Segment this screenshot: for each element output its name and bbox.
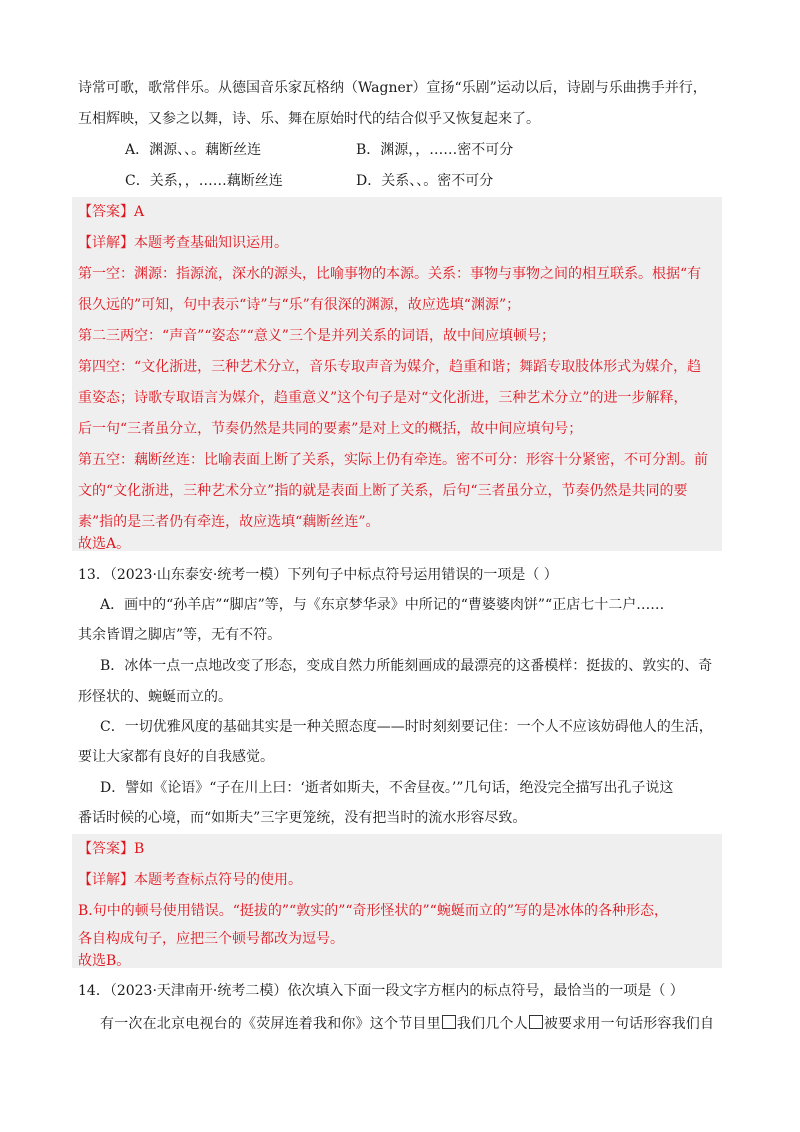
q13-option-a-cont: 其余皆谓之脚店”等，无有不符。 <box>78 627 282 643</box>
q13-option-a: A．画中的“孙羊店”“脚店”等，与《东京梦华录》中所记的“曹婆婆肉饼”“正店七十二户…… <box>100 597 665 613</box>
detail-label: 【详解】本题考查标点符号的使用。 <box>78 872 302 888</box>
detail-label: 【详解】本题考查基础知识运用。 <box>78 235 288 251</box>
explanation-line: 第二三两空：“声音”“姿态”“意义”三个是并列关系的词语，故中间应填顿号； <box>78 328 555 344</box>
explanation-line: 第四空：“文化浙进，三种艺术分立，音乐专取声音为媒介，趋重和谐；舞蹈专取肢体形式为媒介，趋 <box>78 359 702 375</box>
option-b: B．渊源，，……密不可分 <box>356 142 514 158</box>
q13-option-d-cont: 番话时候的心境，而“如斯夫”三字更笼统，没有把当时的流水形容尽致。 <box>78 810 527 826</box>
q13-option-b: B．冰体一点一点地改变了形态，变成自然力所能刻画成的最漂亮的这番模样：挺拔的、敦实的、奇 <box>100 658 713 674</box>
q13-option-d: D．譬如《论语》“子在川上曰：‘逝者如斯夫，不舍昼夜。’”几句话，绝没完全描写出孔子说这 <box>100 780 674 796</box>
conclusion-line: 故选B。 <box>78 953 131 969</box>
question-13-stem: 13．（2023·山东泰安·统考一模）下列句子中标点符号运用错误的一项是（ ） <box>78 567 558 583</box>
explanation-line: 素”指的是三者仍有牵连，故应选填“藕断丝连”。 <box>78 514 380 530</box>
passage-text: 有一次在北京电视台的《荧屏连着我和你》这个节目里 <box>100 1016 441 1032</box>
conclusion-line: 故选A。 <box>78 536 131 552</box>
explanation-line: 重姿态；诗歌专取语言为媒介，趋重意义”这个句子是对“文化浙进，三种艺术分立”的进一步解释， <box>78 390 688 406</box>
answer-label: 【答案】A <box>78 204 145 220</box>
passage-text: 我们几个人 <box>456 1016 528 1032</box>
explanation-line: 各自构成句子，应把三个顿号都改为逗号。 <box>78 931 344 947</box>
q13-option-b-cont: 形怪状的、蜿蜒而立的。 <box>78 689 232 705</box>
passage-text: 被要求用一句话形容我们自 <box>543 1016 715 1032</box>
explanation-line: 第五空：藕断丝连：比喻表面上断了关系，实际上仍有牵连。密不可分：形容十分紧密，不可分割。前 <box>78 452 708 468</box>
explanation-line: 文的“文化浙进，三种艺术分立”指的就是表面上断了关系，后句“三者虽分立，节奏仍然是共同的要 <box>78 483 688 499</box>
option-d: D．关系、、。密不可分 <box>356 173 494 189</box>
option-a: A．渊源、、。藕断丝连 <box>125 142 262 158</box>
blank-box <box>529 1015 543 1029</box>
passage-line: 互相辉映，又参之以舞，诗、乐、舞在原始时代的结合似乎又恢复起来了。 <box>78 111 540 127</box>
answer-label: 【答案】B <box>78 841 145 857</box>
passage-line: 诗常可歌，歌常伴乐。从德国音乐家瓦格纳（Wagner）宣扬“乐剧”运动以后，诗剧与乐曲携手并行， <box>78 80 707 96</box>
option-c: C．关系，，……藕断丝连 <box>125 173 283 189</box>
explanation-line: 后一句“三者虽分立，节奏仍然是共同的要素”是对上文的概括，故中间应填句号； <box>78 421 583 437</box>
blank-box <box>442 1015 456 1029</box>
explanation-line: 很久远的”可知，句中表示“诗”与“乐”有很深的渊源，故应选填“渊源”； <box>78 297 521 313</box>
question-14-stem: 14．（2023·天津南开·统考二模）依次填入下面一段文字方框内的标点符号，最恰当的一项是（ ） <box>78 983 684 999</box>
q13-option-c-cont: 要让大家都有良好的自我感觉。 <box>78 749 274 765</box>
q13-option-c: C．一切优雅风度的基础其实是一种关照态度——时时刻刻要记住：一个人不应该妨碍他人的生活， <box>100 719 713 735</box>
q14-passage <box>100 1014 722 1034</box>
explanation-line: B.句中的顿号使用错误。“挺拔的”“敦实的”“奇形怪状的”“蜿蜒而立的”写的是冰体的各种形态， <box>78 903 668 919</box>
explanation-line: 第一空：渊源：指源流，深水的源头，比喻事物的本源。关系：事物与事物之间的相互联系。根据“有 <box>78 266 702 282</box>
